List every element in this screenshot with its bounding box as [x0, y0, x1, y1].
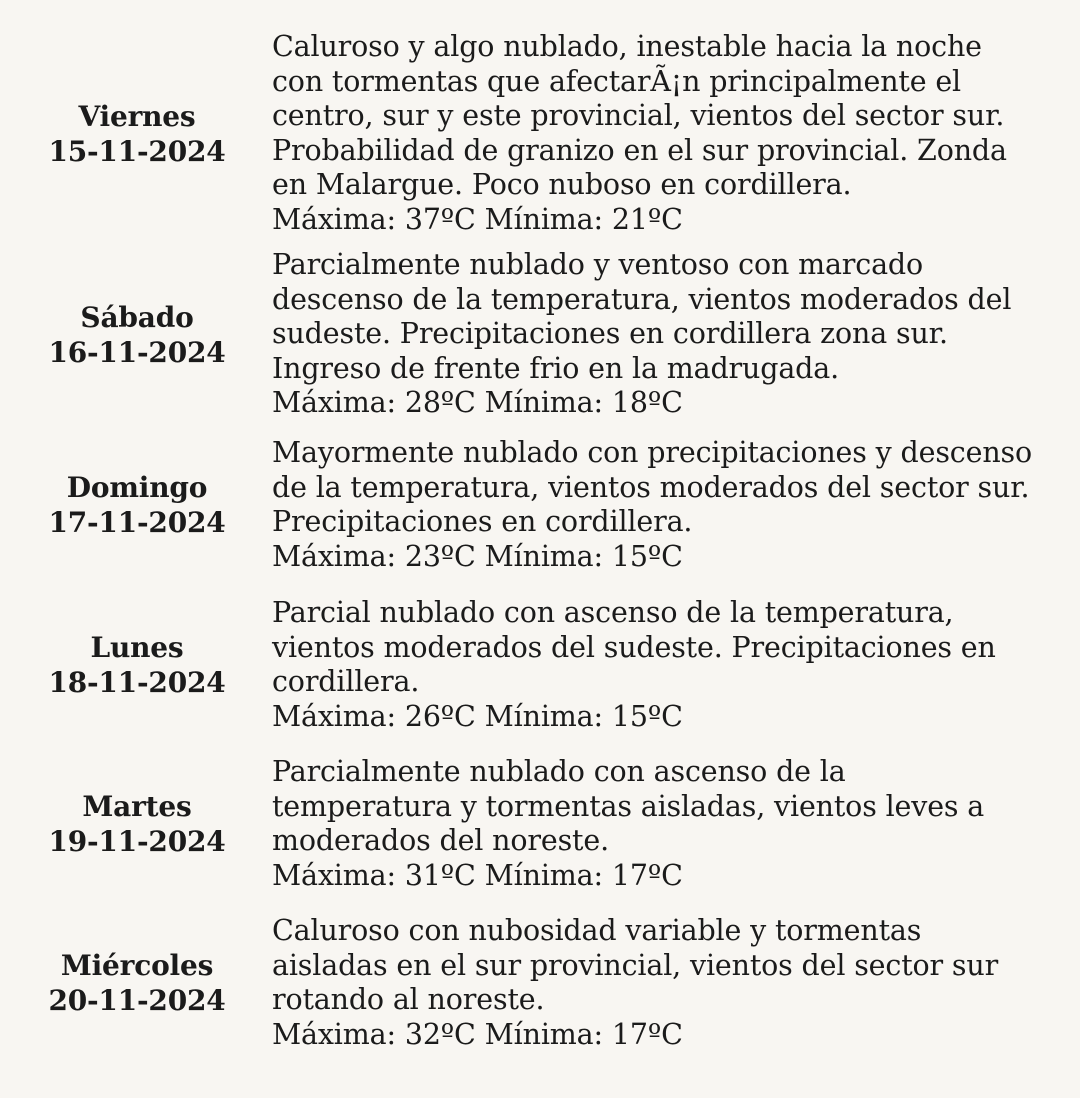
- day-name: Martes: [82, 790, 192, 823]
- description-line: temperatura y tormentas aisladas, vientos leves a: [272, 789, 985, 823]
- description-line: Parcialmente nublado y ventoso con marcado: [272, 248, 924, 281]
- forecast-row-miercoles: [0, 914, 1080, 1052]
- forecast-row-martes: [0, 755, 1080, 893]
- day-cell: [0, 300, 272, 370]
- description-line: descenso de la temperatura, vientos moderados del: [272, 282, 1012, 316]
- day-date: 16-11-2024: [48, 335, 226, 369]
- forecast-description: [272, 30, 1062, 237]
- day-name: Miércoles: [60, 949, 214, 982]
- day-name: Viernes: [78, 100, 196, 133]
- description-line: vientos moderados del sudeste. Precipitaciones en: [272, 630, 996, 664]
- description-line: Caluroso con nubosidad variable y tormentas: [272, 914, 922, 947]
- day-date: 15-11-2024: [48, 135, 226, 168]
- description-line: moderados del noreste.: [272, 824, 609, 857]
- forecast-description: [272, 436, 1062, 574]
- description-line: Parcial nublado con ascenso de la temperatura,: [272, 596, 954, 629]
- day-date: 17-11-2024: [48, 506, 226, 539]
- day-cell: [0, 99, 272, 169]
- temperature-range: Máxima: 23ºC Mínima: 15ºC: [272, 539, 683, 573]
- forecast-row-lunes: [0, 596, 1080, 734]
- forecast-row-sabado: [0, 248, 1080, 421]
- description-line: en Malargue. Poco nuboso en cordillera.: [272, 168, 852, 201]
- day-cell: [0, 789, 272, 859]
- description-line: Precipitaciones en cordillera.: [272, 505, 693, 538]
- forecast-description: [272, 755, 1062, 893]
- temperature-range: Máxima: 26ºC Mínima: 15ºC: [272, 699, 683, 733]
- temperature-range: Máxima: 32ºC Mínima: 17ºC: [272, 1017, 683, 1051]
- day-date: 20-11-2024: [48, 984, 226, 1017]
- description-line: sudeste. Precipitaciones en cordillera zona sur.: [272, 317, 948, 350]
- day-name: Sábado: [80, 300, 194, 334]
- forecast-description: [272, 596, 1062, 734]
- day-cell: [0, 470, 272, 540]
- description-line: Mayormente nublado con precipitaciones y descenso: [272, 436, 1033, 469]
- temperature-range: Máxima: 28ºC Mínima: 18ºC: [272, 386, 683, 419]
- temperature-range: Máxima: 31ºC Mínima: 17ºC: [272, 858, 683, 892]
- forecast-description: [272, 914, 1062, 1052]
- day-cell: [0, 948, 272, 1018]
- temperature-range: Máxima: 37ºC Mínima: 21ºC: [272, 202, 683, 236]
- day-name: Lunes: [90, 631, 184, 664]
- description-line: cordillera.: [272, 665, 420, 698]
- day-name: Domingo: [66, 471, 208, 504]
- forecast-description: [272, 248, 1062, 421]
- description-line: Ingreso de frente frio en la madrugada.: [272, 351, 840, 385]
- description-line: Parcialmente nublado con ascenso de la: [272, 755, 846, 788]
- description-line: con tormentas que afectarÃ¡n principalmente el: [272, 64, 962, 98]
- description-line: Caluroso y algo nublado, inestable hacia la noche: [272, 30, 982, 63]
- day-date: 18-11-2024: [48, 666, 226, 699]
- forecast-row-viernes: [0, 30, 1080, 238]
- description-line: Probabilidad de granizo en el sur provincial. Zonda: [272, 133, 1007, 167]
- description-line: de la temperatura, vientos moderados del sector sur.: [272, 470, 1030, 504]
- forecast-row-domingo: [0, 436, 1080, 574]
- description-line: centro, sur y este provincial, vientos del sector sur.: [272, 99, 1005, 132]
- day-date: 19-11-2024: [48, 825, 226, 858]
- day-cell: [0, 630, 272, 700]
- description-line: rotando al noreste.: [272, 983, 545, 1016]
- description-line: aisladas en el sur provincial, vientos del sector sur: [272, 948, 999, 982]
